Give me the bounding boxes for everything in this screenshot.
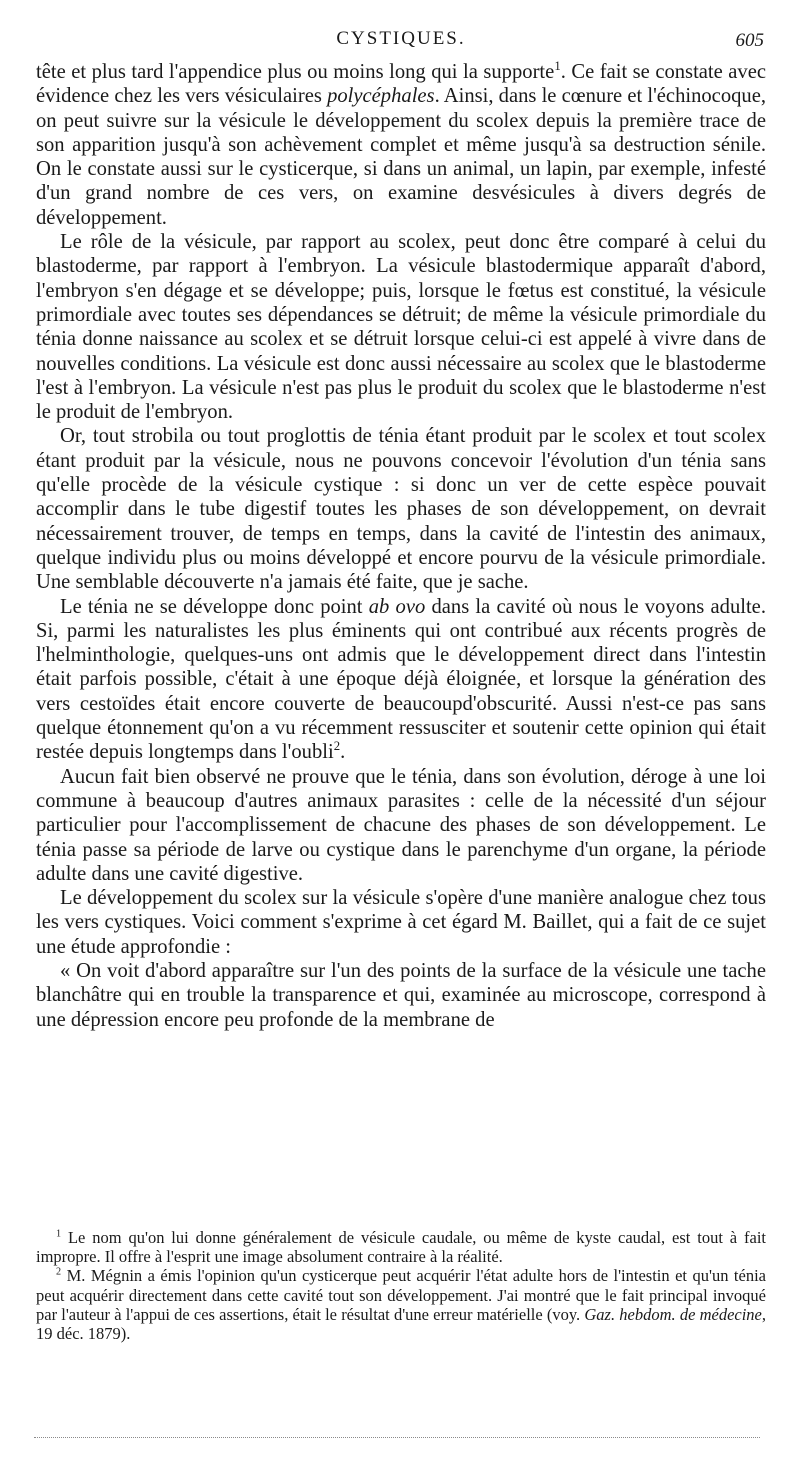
footnote-marker: 2 [56,1266,62,1278]
text-segment: Le développement du scolex sur la vésicule s'opère d'une manière analogue chez tous les vers cystiques. Voici comment s'exprime à cet égard M. Baillet, qui a fait de ce sujet une étude approfondie : [36,887,766,958]
text-segment: Or, tout strobila ou tout proglottis de ténia étant produit par le scolex et tout scolex étant produit par la vésicule, nous ne pouvons concevoir l'évolution d'un ténia sans qu'elle procède de la vésicule cystique : si donc un ver de cette espèce pouvait accomplir dans le tube digestif toutes les phases de son développement, on devrait nécessairement trouver, de temps en temps, dans la cavité de l'intestin des animaux, quelque individu plus ou moins développé et encore pourvu de la vésicule primordiale. Une semblable découverte n'a jamais été faite, que je sache. [36,425,766,594]
text-segment: , 19 déc. 1879). [36,1304,766,1344]
paragraph [36,595,766,765]
italic-text: polycéphales [327,85,435,108]
italic-text: ab ovo [368,595,426,618]
text-segment: Le nom qu'on lui donne généralement de vésicule caudale, ou même de kyste caudal, est tout à fait impropre. Il offre à l'esprit une image absolument contraire à la réalité. [36,1228,766,1267]
text-segment: tête et plus tard l'appendice plus ou moins long qui la supporte [36,61,555,83]
footnote [36,1266,766,1343]
footnote-marker: 1 [56,1228,62,1240]
scan-artifact-dots [34,1437,760,1440]
paragraph [36,424,766,594]
text-segment: . [340,741,346,764]
footnote-marker: 1 [554,59,561,74]
footnotes [36,1228,766,1343]
text-segment: . Ainsi, dans le cœnure et l'échinocoque, on peut suivre sur la vésicule le développement du scolex depuis la première trace de son apparition jusqu'à son achèvement complet et même jusqu'à sa destruction sénile. On le constate aussi sur le cysticerque, si dans un animal, un lapin, par exemple, infesté d'un grand nombre de ces vers, on examine desvésicules à divers degrés de développement. [36,85,767,229]
text-segment: Le ténia ne se développe donc point [60,595,369,618]
footnote-marker: 2 [333,739,341,754]
text-segment: « On voit d'abord apparaître sur l'un des points de la surface de la vésicule une tache blanchâtre qui en trouble la transparence et qui, examinée au microscope, correspond à une dépression encore peu profonde de la membrane de [36,959,766,1031]
main-text [36,60,766,1032]
paragraph [36,60,766,230]
paragraph [36,765,766,886]
paragraph [36,959,766,1032]
text-segment: dans la cavité où nous le voyons adulte. Si, parmi les naturalistes les plus éminents qui ont contribué aux récents progrès de l'helminthologie, quelques-uns ont admis que le développement direct dans l'intestin était parfois possible, c'était à une époque déjà éloignée, et lorsque la génération des vers cestoïdes était encore couverte de beaucoupd'obscurité. Aussi n'est-ce pas sans quelque étonnement qu'on a vu récemment ressusciter et soutenir cette opinion qui était restée depuis longtemps dans l'oubli [36,595,766,764]
paragraph [36,230,766,424]
text-segment: Aucun fait bien observé ne prouve que le ténia, dans son évolution, déroge à une loi commune à beaucoup d'autres animaux parasites : celle de la nécessité d'un séjour particulier pour l'accomplissement de chacune des phases de son développement. Le ténia passe sa période de larve ou cystique dans le parenchyme d'un organe, la période adulte dans une cavité digestive. [36,765,766,885]
italic-text: Gaz. hebdom. de médecine [584,1304,762,1324]
text-segment: M. Mégnin a émis l'opinion qu'un cysticerque peut acquérir l'état adulte hors de l'intestin et qu'un ténia peut acquérir directement dans cette cavité tout son développement. J'ai montré que le fait principal invoqué par l'auteur à l'appui de ces assertions, était le résultat d'une erreur matérielle (voy. [36,1266,766,1324]
running-head: CYSTIQUES. [336,28,466,49]
text-segment: Le rôle de la vésicule, par rapport au scolex, peut donc être comparé à celui du blastoderme, par rapport à l'embryon. La vésicule blastodermique apparaît d'abord, l'embryon s'en dégage et se développe; puis, lorsque le fœtus est constitué, la vésicule primordiale avec toutes ses dépendances se détruit; de même la vésicule primordiale du ténia donne naissance au scolex et se détruit lorsque celui-ci est appelé à vivre dans de nouvelles conditions. La vésicule est donc aussi nécessaire au scolex que le blastoderme l'est à l'embryon. La vésicule n'est pas plus le produit du scolex que le blastoderme n'est le produit de l'embryon. [36,231,766,424]
paragraph [36,886,766,959]
page-header [38,28,764,56]
footnote [36,1228,766,1266]
page-number: 605 [735,30,764,51]
text-segment: . Ce fait se constate avec évidence chez les vers vésiculaires [36,61,767,108]
